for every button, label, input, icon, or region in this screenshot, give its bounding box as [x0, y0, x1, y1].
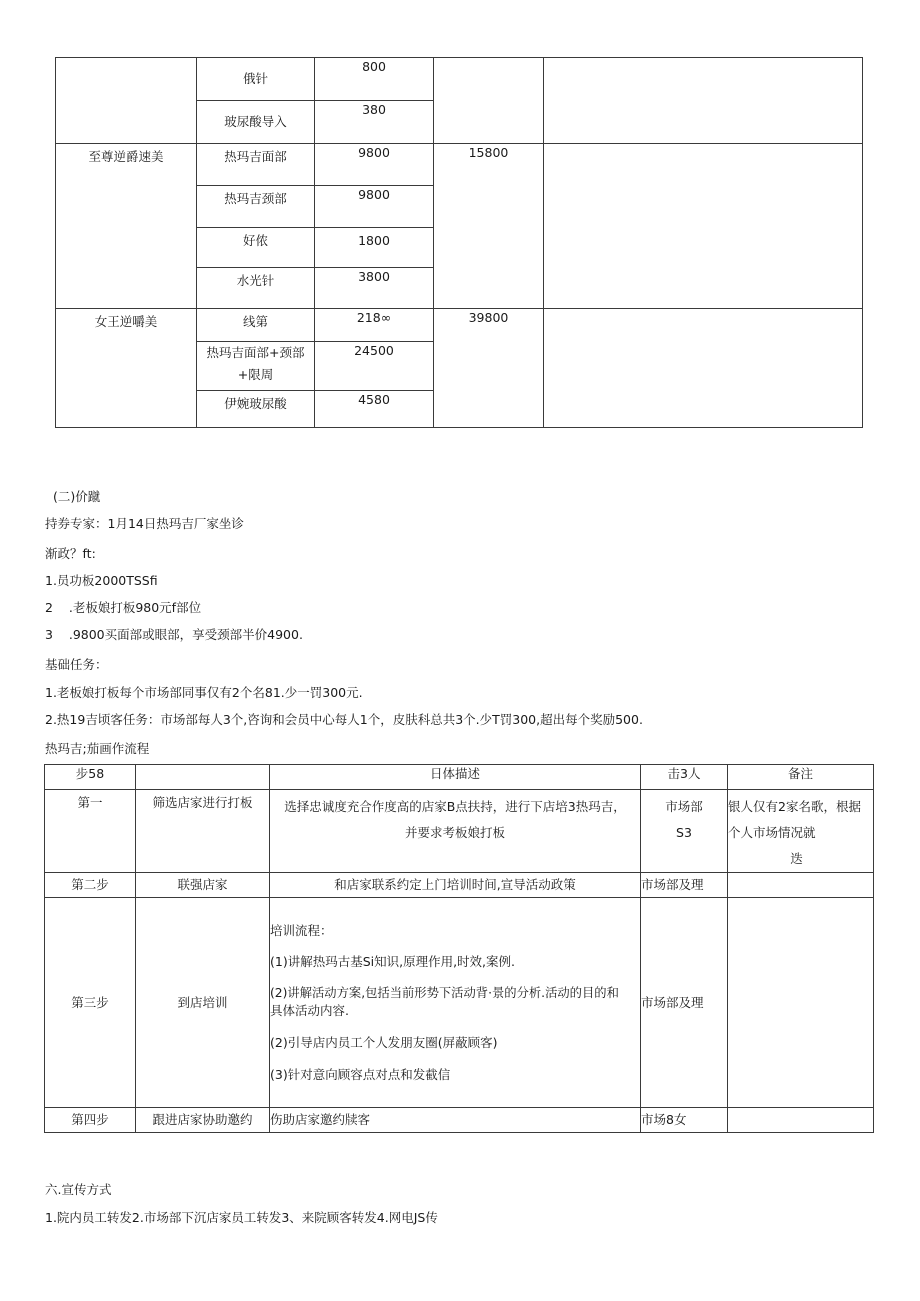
flow-note [728, 898, 874, 1108]
flow-name: 筛选店家进行打板 [136, 790, 270, 873]
flow-step: 第二步 [45, 873, 136, 898]
price-item: 伊婉玻尿酸 [197, 391, 315, 428]
flow-desc-line: (1)讲解热玛古基Si知识,原理作用,时效,案例. [270, 954, 516, 970]
price-total-cell [434, 58, 544, 144]
price-value: 9800 [315, 186, 434, 228]
flow-row [45, 898, 874, 1108]
price-group: 至尊逆爵速美 [56, 144, 197, 309]
task-item: 2.热19吉顷客任务：市场部每人3个,咨询和会员中心每人1个，皮肤科总共3个.少T罚300,超出每个奖励500. [45, 712, 643, 727]
flow-table [44, 764, 874, 1133]
price-item: 热玛吉面部+颈部+限周 [197, 342, 315, 391]
flow-desc [270, 898, 641, 1108]
flow-owner-line: S3 [676, 825, 692, 840]
price-note-cell [544, 309, 863, 428]
section6-text: 1.院内员工转发2.市场部下沉店家员工转发3、来院顾客转发4.网电JS传 [45, 1210, 438, 1225]
price-item: 玻尿酸导入 [197, 101, 315, 144]
flow-desc-line: (2)讲解活动方案,包括当前形势下活动背·景的分析.活动的目的和 [270, 985, 619, 1000]
flow-title: 热玛吉;茄画作流程 [45, 741, 150, 756]
flow-desc [270, 790, 641, 873]
price-note-cell [544, 144, 863, 309]
price-value: 1800 [315, 228, 434, 268]
tasks-title: 基础任务： [45, 657, 108, 672]
price-value: 3800 [315, 268, 434, 309]
flow-name: 到店培训 [136, 898, 270, 1108]
flow-owner: 市场8女 [641, 1108, 728, 1133]
flow-desc-line: 选择忠诚度充合作度高的店家B点扶持，进行下店培3热玛吉， [284, 799, 626, 814]
price-note-cell [544, 58, 863, 144]
flow-step: 第三步 [45, 898, 136, 1108]
flow-note [728, 1108, 874, 1133]
section-heading: (二)价蹴 [53, 489, 101, 504]
price-value: 4580 [315, 391, 434, 428]
flow-header: 备注 [728, 765, 874, 790]
flow-owner: 市场部及理 [641, 898, 728, 1108]
price-item: 好侬 [197, 228, 315, 268]
flow-owner: 市场部及理 [641, 873, 728, 898]
price-item: 热玛吉颈部 [197, 186, 315, 228]
flow-note-line: 迭 [790, 851, 803, 866]
price-item: 水光针 [197, 268, 315, 309]
policy-item: 1.员功板2000TSSfi [45, 573, 158, 588]
flow-row [45, 873, 874, 898]
price-value: 218∞ [315, 309, 434, 342]
flow-desc: 和店家联系约定上门培训时间,宣导活动政策 [270, 873, 641, 898]
price-item: 俄针 [197, 58, 315, 101]
flow-note-line: 个人市场情况就 [728, 825, 816, 840]
flow-desc-line: (2)引导店内员工个人发朋友圈(屏蔽顾客) [270, 1035, 498, 1051]
price-total: 39800 [434, 309, 544, 428]
flow-note [728, 873, 874, 898]
flow-row [45, 790, 874, 873]
policy-item: 3 .9800买面部或眼部，享受颈部半价4900. [45, 627, 303, 642]
task-item: 1.老板娘打板每个市场部同事仅有2个名81.少一罚300元. [45, 685, 363, 700]
flow-name: 跟进店家协助邀约 [136, 1108, 270, 1133]
price-group-cell [56, 58, 197, 144]
flow-desc-line: 并要求考板娘打板 [404, 825, 505, 840]
flow-header: 日体描述 [270, 765, 641, 790]
flow-desc-line: (3)针对意向顾容点对点和发截信 [270, 1066, 451, 1082]
price-value: 800 [315, 58, 434, 101]
section6-heading: 六.宣传方式 [45, 1182, 112, 1197]
flow-row [45, 1108, 874, 1133]
price-value: 380 [315, 101, 434, 144]
price-value: 24500 [315, 342, 434, 391]
flow-note [728, 790, 874, 873]
policy-title: 渐政？ft: [45, 546, 96, 561]
price-value: 9800 [315, 144, 434, 186]
flow-desc-line: 具体活动内容. [270, 1003, 349, 1019]
flow-name: 联强店家 [136, 873, 270, 898]
price-table [55, 57, 863, 428]
flow-header: 击3人 [641, 765, 728, 790]
price-total: 15800 [434, 144, 544, 309]
price-item: 线第 [197, 309, 315, 342]
expert-line: 持券专家：1月14日热玛吉厂家坐诊 [45, 516, 244, 531]
flow-desc-line: 培训流程： [270, 922, 333, 938]
flow-header: 步58 [45, 765, 136, 790]
flow-step: 第一 [45, 790, 136, 873]
policy-item: 2 .老板娘打板980元f部位 [45, 600, 202, 615]
flow-header [136, 765, 270, 790]
flow-desc: 伤助店家邀约牍客 [270, 1108, 641, 1133]
flow-owner-line: 市场部 [665, 799, 703, 814]
price-group: 女王逆嚼美 [56, 309, 197, 428]
price-item: 热玛吉面部 [197, 144, 315, 186]
flow-step: 第四步 [45, 1108, 136, 1133]
flow-owner [641, 790, 728, 873]
flow-note-line: 银人仅有2家名歌，根据 [728, 799, 861, 814]
